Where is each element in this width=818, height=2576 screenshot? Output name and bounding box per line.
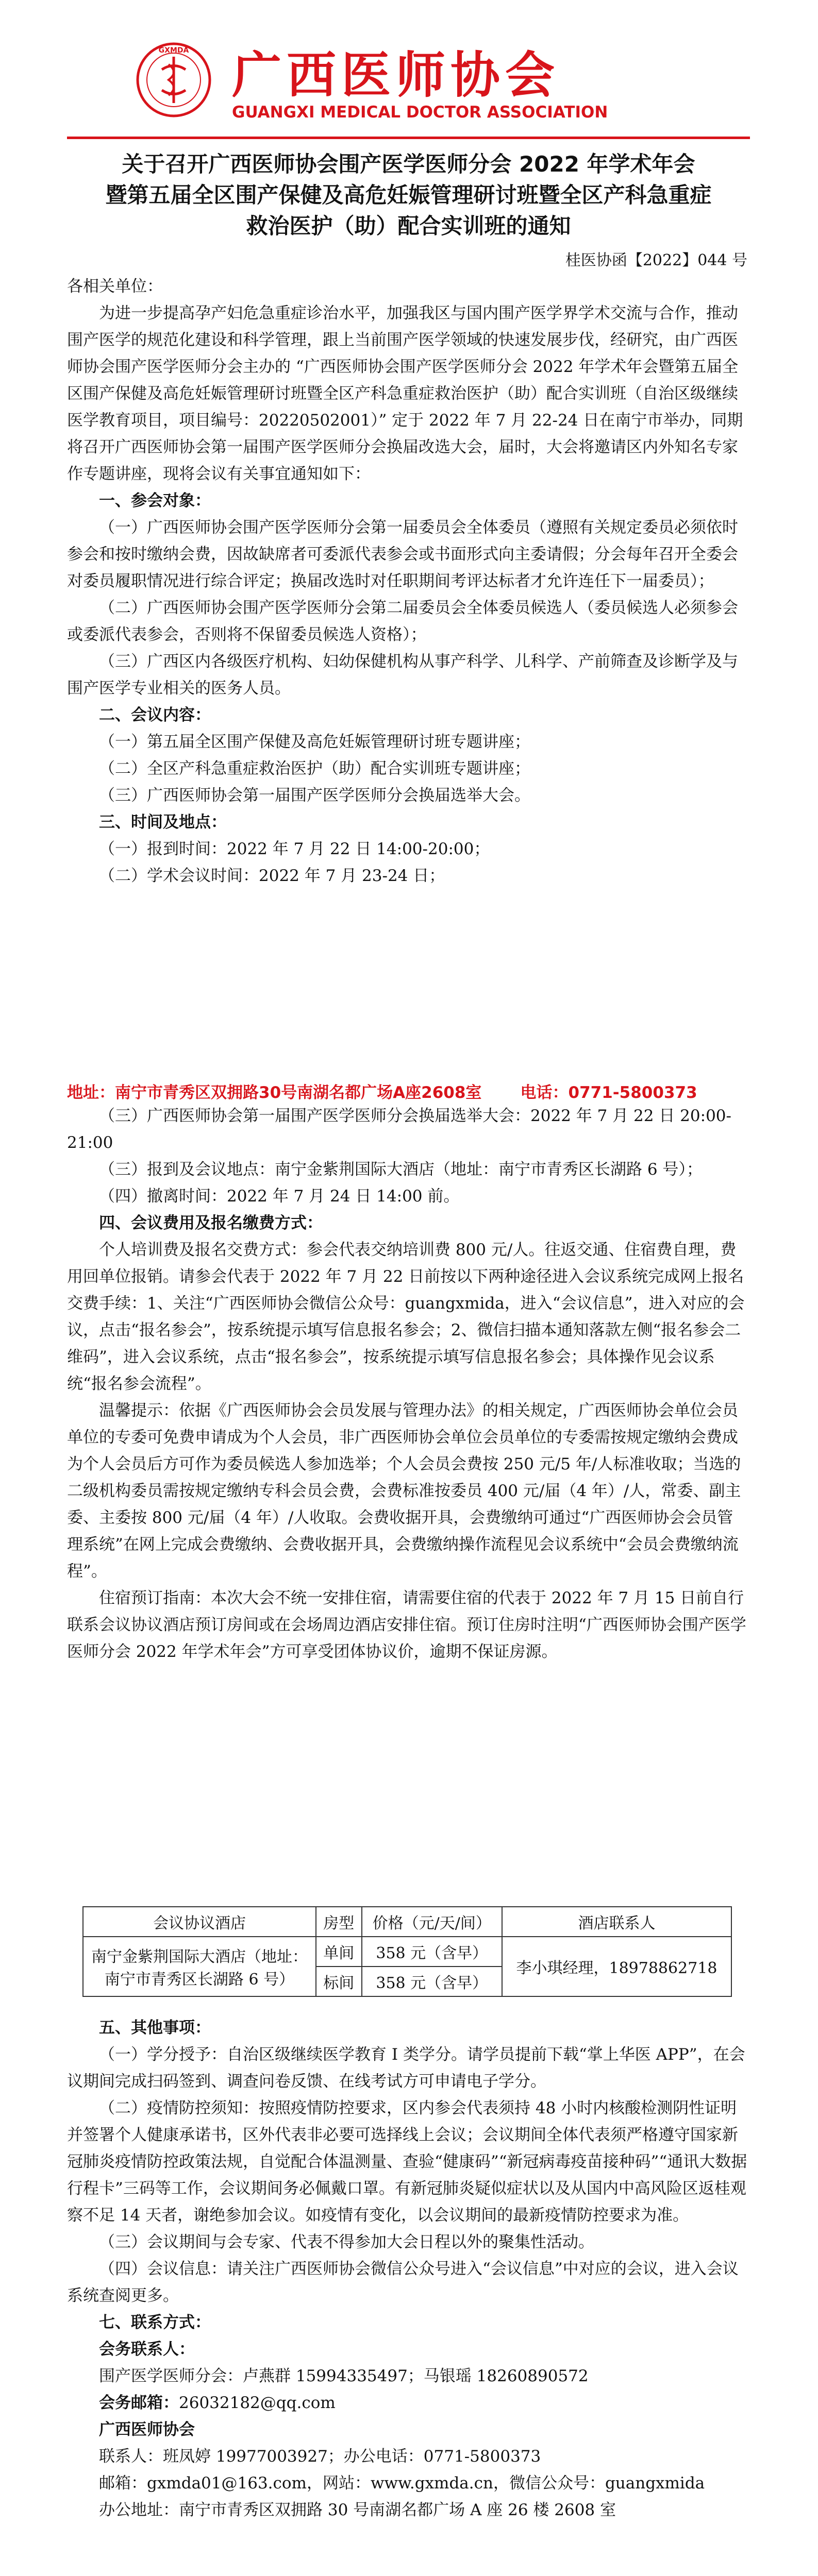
price-cell: 358 元（含早） <box>362 1937 502 1967</box>
branch-contacts: 围产医学医师分会：卢燕群 15994335497；马银瑶 18260890572 <box>99 2367 589 2385</box>
association-email: 邮箱：gxmda01@163.com，网站：www.gxmda.cn，微信公众号：guangxmida <box>99 2474 705 2493</box>
section-content-heading: 二、会议内容： <box>99 706 211 724</box>
email-heading: 会务邮箱： <box>99 2394 179 2412</box>
salutation: 各相关单位： <box>67 277 163 296</box>
time-item-5: （四）撤离时间：2022 年 7 月 24 日 14:00 前。 <box>99 1187 460 1206</box>
time-item-2: （二）学术会议时间：2022 年 7 月 23-24 日； <box>99 867 445 885</box>
content-item-2: （二）全区产科急重症救治医护（助）配合实训班专题讲座； <box>99 759 530 778</box>
room-type-cell: 标间 <box>316 1967 362 1996</box>
header-divider <box>67 137 750 139</box>
table-header: 房型 <box>316 1907 362 1937</box>
org-name-cn: 广西医师协会 <box>232 46 560 104</box>
other-item-4: （四）会议信息：请关注广西医师协会微信公众号进入“会议信息”中对应的会议，进入会议系统查阅更多。 <box>67 2260 739 2305</box>
table-header: 会议协议酒店 <box>83 1907 316 1937</box>
section-other-heading: 五、其他事项： <box>99 2019 211 2037</box>
meeting-email: 26032182@qq.com <box>179 2394 336 2412</box>
red-address-line <box>67 1079 747 1103</box>
hotel-table <box>82 1906 732 1997</box>
red-phone: 电话：0771-5800373 <box>520 1083 697 1102</box>
table-header: 价格（元/天/间） <box>362 1907 502 1937</box>
document-number: 桂医协函【2022】044 号 <box>565 251 747 269</box>
participants-item-3: （三）广西区内各级医疗机构、妇幼保健机构从事产科学、儿科学、产前筛查及诊断学及与围产医学专业相关的医务人员。 <box>67 652 738 698</box>
section-fee-heading: 四、会议费用及报名缴费方式： <box>99 1214 323 1232</box>
logo-text: GXMDA <box>158 46 189 55</box>
association-heading: 广西医师协会 <box>99 2420 195 2439</box>
other-item-1: （一）学分授予：自治区级继续医学教育 I 类学分。请学员提前下载“掌上华医 APP”，在会议期间完成扫码签到、调查问卷反馈、在线考试方可申请电子学分。 <box>67 2045 745 2091</box>
table-header: 酒店联系人 <box>502 1907 731 1937</box>
participants-item-1: （一）广西医师协会围产医学医师分会第一届委员会全体委员（遵照有关规定委员必须依时参会和按时缴纳会费，因故缺席者可委派代表参会或书面形式向主委请假；分会每年召开全委会对委员履职情况进行综合评定；换届改选时对任职期间考评达标者才允许连任下一届委员）； <box>67 518 738 590</box>
other-item-3: （三）会议期间与会专家、代表不得参加大会日程以外的聚集性活动。 <box>99 2233 594 2251</box>
association-address: 办公地址：南宁市青秀区双拥路 30 号南湖名都广场 A 座 26 楼 2608 室 <box>99 2501 616 2519</box>
association-contacts: 联系人：班凤婷 19977003927；办公电话：0771-5800373 <box>99 2447 541 2466</box>
time-item-1: （一）报到时间：2022 年 7 月 22 日 14:00-20:00； <box>99 840 490 858</box>
hotel-name-cell: 南宁金紫荆国际大酒店（地址：南宁市青秀区长湖路 6 号） <box>83 1937 316 1996</box>
time-item-3: （三）广西医师协会第一届围产医学医师分会换届选举大会：2022 年 7 月 22 日 20:00-21:00 <box>67 1107 731 1152</box>
content-item-1: （一）第五届全区围产保健及高危妊娠管理研讨班专题讲座； <box>99 733 530 751</box>
intro-paragraph: 为进一步提高孕产妇危急重症诊治水平，加强我区与国内围产医学界学术交流与合作，推动围产医学的规范化建设和科学管理，跟上当前围产医学领域的快速发展步伐，经研究，由广西医师协会围产医学医师分会主办的 “广西医师协会围产医学医师分会 2022 年学术年会暨第五届全区围产保健及高危妊娠管理研讨班暨全区产科急重症救治医护（助）配合实训班（自治区级继续医学教育项目，项目编号：20220502001）” 定于 2022 年 7 月 22-24 日在南宁市举办，同期将召开广西医师协会第一届围产医学医师分会换届改选大会，届时，大会将邀请区内外知名专家作专题讲座，现将会议有关事宜通知如下： <box>67 304 743 483</box>
document-body-upper <box>67 273 747 889</box>
participants-item-2: （二）广西医师协会围产医学医师分会第二届委员会全体委员候选人（委员候选人必须参会或委派代表参会，否则将不保留委员候选人资格）； <box>67 599 738 644</box>
red-address: 地址：南宁市青秀区双拥路30号南湖名都广场A座2608室 <box>67 1083 482 1102</box>
document-body-lower <box>67 2014 747 2523</box>
table-header-row <box>83 1907 731 1937</box>
hotel-contact-cell: 李小琪经理，18978862718 <box>502 1937 731 1996</box>
section-contact-heading: 七、联系方式： <box>99 2313 211 2332</box>
document-body-middle <box>67 1103 747 1665</box>
content-item-3: （三）广西医师协会第一届围产医学医师分会换届选举大会。 <box>99 786 530 805</box>
org-name-en: GUANGXI MEDICAL DOCTOR ASSOCIATION <box>232 103 608 122</box>
time-item-4: （三）报到及会议地点：南宁金紫荆国际大酒店（地址：南宁市青秀区长湖路 6 号）； <box>99 1160 703 1179</box>
lodging-paragraph: 住宿预订指南：本次大会不统一安排住宿，请需要住宿的代表于 2022 年 7 月 15 日前自行联系会议协议酒店预订房间或在会场周边酒店安排住宿。预订住房时注明“广西医师协会围产医学医师分会 2022 年学术年会”方可享受团体协议价，逾期不保证房源。 <box>67 1589 746 1661</box>
price-cell: 358 元（含早） <box>362 1967 502 1996</box>
document-title-line2: 暨第五届全区围产保健及高危妊娠管理研讨班暨全区产科急重症 <box>105 182 712 208</box>
fee-paragraph-1: 个人培训费及报名交费方式：参会代表交纳培训费 800 元/人。往返交通、住宿费自理，费用回单位报销。请参会代表于 2022 年 7 月 22 日前按以下两种途径进入会议系统完成网上报名交费手续：1、关注“广西医师协会微信公众号：guangxmida，进入“会议信息”，进入对应的会议，点击“报名参会”，按系统提示填写信息报名参会；2、微信扫描本通知落款左侧“报名参会二维码”，进入会议系统，点击“报名参会”，按系统提示填写信息报名参会；具体操作见会议系统“报名参会流程”。 <box>67 1241 745 1393</box>
fee-paragraph-2: 温馨提示：依据《广西医师协会会员发展与管理办法》的相关规定，广西医师协会单位会员单位的专委可免费申请成为个人会员，非广西医师协会单位会员单位的专委需按规定缴纳会费成为个人会员后方可作为委员候选人参加选举；个人会员会费按 250 元/5 年/人标准收取；当选的二级机构委员需按规定缴纳专科会员会费，会费标准按委员 400 元/届（4 年）/人，常委、副主委、主委按 800 元/届（4 年）/人收取。会费收据开具，会费缴纳可通过“广西医师协会会员管理系统”在网上完成会费缴纳、会费收据开具，会费缴纳操作流程见会议系统中“会员会费缴纳流程”。 <box>67 1401 741 1581</box>
room-type-cell: 单间 <box>316 1937 362 1967</box>
contacts-heading: 会务联系人： <box>99 2340 195 2359</box>
section-participants-heading: 一、参会对象： <box>99 492 211 510</box>
document-title-line3: 救治医护（助）配合实训班的通知 <box>246 213 571 239</box>
document-title-line1: 关于召开广西医师协会围产医学医师分会 2022 年学术年会 <box>122 151 695 177</box>
table-row <box>83 1937 731 1967</box>
other-item-2: （二）疫情防控须知：按照疫情防控要求，区内参会代表须持 48 小时内核酸检测阴性证明并签署个人健康承诺书，区外代表非必要可选择线上会议；会议期间全体代表须严格遵守国家新冠肺炎疫情防控政策法规，自觉配合体温测量、查验“健康码”“新冠病毒疫苗接种码”“通讯大数据行程卡”三码等工作，会议期间务必佩戴口罩。有新冠肺炎疑似症状以及从国内中高风险区返桂观察不足 14 天者，谢绝参加会议。如疫情有变化，以会议期间的最新疫情防控要求为准。 <box>67 2099 747 2225</box>
section-time-heading: 三、时间及地点： <box>99 813 227 832</box>
meeting-email-line <box>67 2389 747 2416</box>
association-logo <box>135 41 212 118</box>
